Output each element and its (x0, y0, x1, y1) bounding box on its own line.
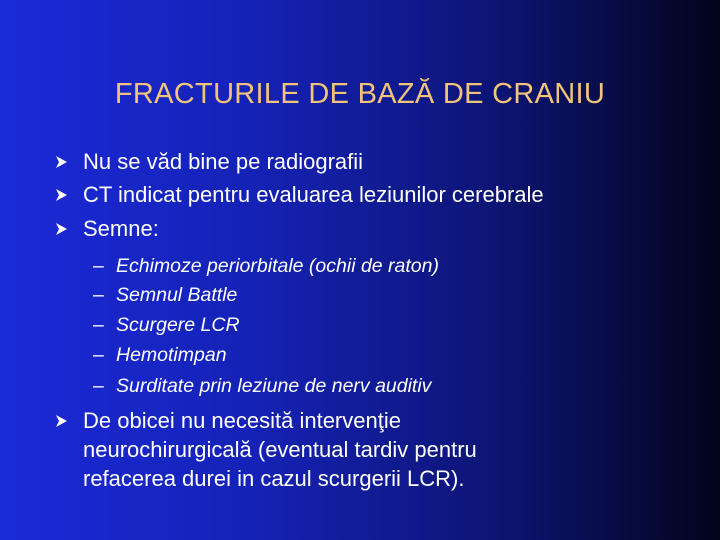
sub-bullet-text: Echimoze periorbitale (ochii de raton) (116, 255, 439, 277)
dash-marker: – (93, 314, 104, 336)
dash-marker: – (93, 255, 104, 277)
arrow-bullet-icon (55, 414, 68, 428)
arrow-bullet-icon (55, 188, 68, 202)
dash-marker: – (93, 284, 104, 306)
sub-bullet-text: Hemotimpan (116, 344, 227, 366)
sub-bullet-text: Semnul Battle (116, 284, 238, 306)
bullet-text-block (83, 406, 477, 493)
arrow-bullet-icon (55, 222, 68, 236)
bullet-text-line: refacerea durei in cazul scurgerii LCR). (83, 466, 465, 491)
bullet-text-line: De obicei nu necesită intervenţie (83, 408, 401, 433)
bullet-text-line: neurochirurgicală (eventual tardiv pentru (83, 437, 477, 462)
sub-bullet-text: Scurgere LCR (116, 314, 240, 336)
sub-bullet-text: Surditate prin leziune de nerv auditiv (116, 375, 432, 397)
dash-marker: – (93, 375, 104, 397)
arrow-bullet-icon (55, 155, 68, 169)
dash-marker: – (93, 344, 104, 366)
bullet-text: Semne: (83, 216, 159, 241)
slide-title: FRACTURILE DE BAZĂ DE CRANIU (114, 78, 606, 110)
bullet-text: Nu se văd bine pe radiografii (83, 149, 364, 174)
bullet-text: CT indicat pentru evaluarea leziunilor cerebrale (83, 182, 544, 207)
